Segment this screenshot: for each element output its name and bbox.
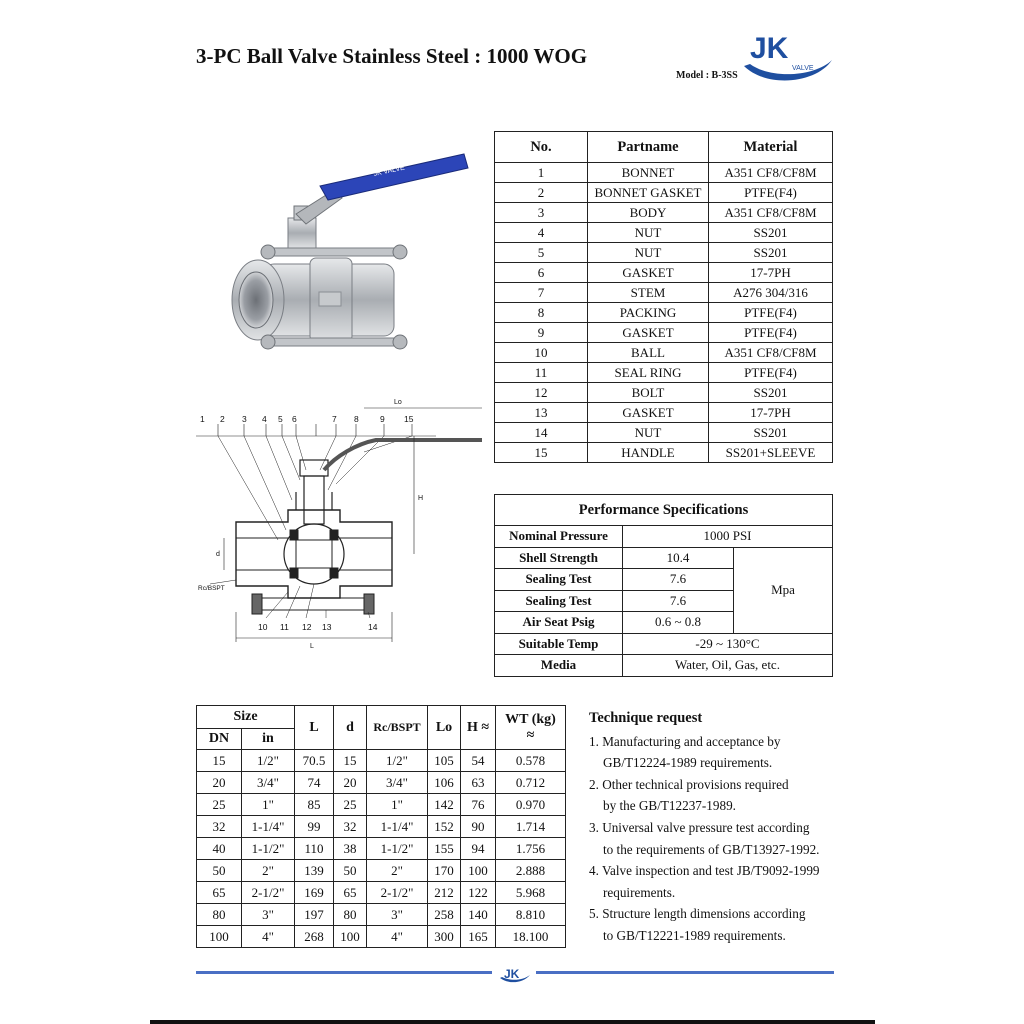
dim-d: 100 [334, 926, 367, 948]
size-table-body [197, 750, 566, 948]
callout-13: 13 [322, 622, 332, 632]
callout-12: 12 [302, 622, 312, 632]
part-material: PTFE(F4) [709, 303, 833, 323]
dim-h: 140 [461, 904, 496, 926]
dim-h: 54 [461, 750, 496, 772]
callout-14: 14 [368, 622, 378, 632]
ball-valve-photo [224, 142, 470, 372]
media-label: Media [495, 655, 623, 677]
part-no: 3 [495, 203, 588, 223]
technique-line: 1. Manufacturing and acceptance by [589, 733, 781, 749]
dim-lo: 142 [428, 794, 461, 816]
thread-rc-bspt: 1" [367, 794, 428, 816]
dim-lo: 212 [428, 882, 461, 904]
col-header-h: H ≈ [461, 706, 496, 750]
callout-8: 8 [354, 414, 359, 424]
size-in: 4" [242, 926, 295, 948]
dim-l-label: L [310, 643, 314, 650]
dim-l: 99 [295, 816, 334, 838]
part-name: GASKET [588, 403, 709, 423]
dim-lo-label: Lo [394, 399, 402, 406]
part-material: A276 304/316 [709, 283, 833, 303]
size-in: 1-1/4" [242, 816, 295, 838]
col-header-material: Material [709, 132, 833, 163]
part-name: BALL [588, 343, 709, 363]
col-header-no: No. [495, 132, 588, 163]
dim-l: 169 [295, 882, 334, 904]
page-title: 3-PC Ball Valve Stainless Steel : 1000 WOG [196, 44, 588, 68]
part-material: A351 CF8/CF8M [709, 163, 833, 183]
wt-approx: ≈ [526, 727, 535, 743]
technique-line: to GB/T12221-1989 requirements. [603, 927, 786, 943]
sealing-test-value: 7.6 [623, 569, 734, 591]
dim-h: 165 [461, 926, 496, 948]
bottom-divider [150, 1020, 875, 1024]
thread-rc-bspt: 3/4" [367, 772, 428, 794]
col-header-wt [496, 706, 566, 750]
size-dn: 25 [197, 794, 242, 816]
part-name: NUT [588, 243, 709, 263]
logo-text: JK [750, 32, 789, 65]
part-name: BODY [588, 203, 709, 223]
part-material: 17-7PH [709, 263, 833, 283]
callout-4: 4 [262, 414, 267, 424]
dim-d: 15 [334, 750, 367, 772]
weight-kg: 8.810 [496, 904, 566, 926]
performance-specs-table [494, 494, 833, 677]
size-dn: 65 [197, 882, 242, 904]
part-name: NUT [588, 223, 709, 243]
part-material: PTFE(F4) [709, 323, 833, 343]
parts-row [495, 403, 833, 423]
part-material: SS201 [709, 223, 833, 243]
technique-line: 3. Universal valve pressure test according [589, 819, 810, 835]
part-material: SS201 [709, 383, 833, 403]
part-no: 14 [495, 423, 588, 443]
callout-10: 10 [258, 622, 268, 632]
technique-line: 4. Valve inspection and test JB/T9092-1999 [589, 863, 820, 879]
size-in: 1/2" [242, 750, 295, 772]
footer-line-left [196, 971, 492, 974]
parts-row [495, 423, 833, 443]
air-seat-value: 0.6 ~ 0.8 [623, 612, 734, 634]
part-name: PACKING [588, 303, 709, 323]
performance-title: Performance Specifications [495, 495, 833, 526]
dim-lo: 258 [428, 904, 461, 926]
footer-line-right [536, 971, 834, 974]
part-no: 10 [495, 343, 588, 363]
part-name: HANDLE [588, 443, 709, 463]
parts-row [495, 223, 833, 243]
size-row [197, 860, 566, 882]
dim-d: 25 [334, 794, 367, 816]
shell-strength-label: Shell Strength [495, 547, 623, 569]
technique-list [589, 731, 859, 947]
part-no: 2 [495, 183, 588, 203]
dim-d: 50 [334, 860, 367, 882]
part-name: BOLT [588, 383, 709, 403]
technique-line: 5. Structure length dimensions according [589, 906, 806, 922]
part-no: 15 [495, 443, 588, 463]
technique-line: GB/T12224-1989 requirements. [603, 755, 773, 771]
size-in: 2" [242, 860, 295, 882]
parts-row [495, 303, 833, 323]
parts-row [495, 163, 833, 183]
dim-d: 65 [334, 882, 367, 904]
footer-rule [196, 962, 834, 984]
dim-d: 20 [334, 772, 367, 794]
size-row [197, 816, 566, 838]
part-name: BONNET [588, 163, 709, 183]
dim-lo: 152 [428, 816, 461, 838]
dim-lo: 170 [428, 860, 461, 882]
part-no: 8 [495, 303, 588, 323]
thread-rc-bspt: 2" [367, 860, 428, 882]
parts-row [495, 343, 833, 363]
part-no: 4 [495, 223, 588, 243]
size-row [197, 794, 566, 816]
weight-kg: 0.970 [496, 794, 566, 816]
parts-row [495, 283, 833, 303]
size-in: 2-1/2" [242, 882, 295, 904]
part-name: GASKET [588, 323, 709, 343]
parts-row [495, 263, 833, 283]
callout-9: 9 [380, 414, 385, 424]
dim-h: 100 [461, 860, 496, 882]
size-row [197, 926, 566, 948]
size-dimension-table [196, 705, 566, 948]
sealing-test-2-value: 7.6 [623, 590, 734, 612]
dim-lo: 300 [428, 926, 461, 948]
part-name: GASKET [588, 263, 709, 283]
part-no: 13 [495, 403, 588, 423]
dim-l: 268 [295, 926, 334, 948]
technique-title: Technique request [589, 710, 703, 726]
part-material: A351 CF8/CF8M [709, 343, 833, 363]
dim-lo: 105 [428, 750, 461, 772]
thread-rc-bspt: 1-1/4" [367, 816, 428, 838]
part-no: 7 [495, 283, 588, 303]
dim-l: 139 [295, 860, 334, 882]
technique-line: requirements. [603, 884, 676, 900]
wt-label: WT (kg) [505, 711, 556, 727]
callout-15: 15 [404, 414, 414, 424]
parts-row [495, 203, 833, 223]
size-row [197, 750, 566, 772]
suitable-temp-label: Suitable Temp [495, 633, 623, 655]
col-header-rc-bspt: Rc/BSPT [367, 706, 428, 750]
col-header-dn: DN [197, 729, 242, 750]
nominal-pressure-label: Nominal Pressure [495, 526, 623, 548]
valve-handle [296, 154, 468, 224]
dim-rc-label: Rc/BSPT [198, 585, 225, 592]
parts-row [495, 363, 833, 383]
size-row [197, 904, 566, 926]
dim-d: 80 [334, 904, 367, 926]
dim-lo: 106 [428, 772, 461, 794]
sealing-test-2-label: Sealing Test [495, 590, 623, 612]
dim-l: 110 [295, 838, 334, 860]
callout-1: 1 [200, 414, 205, 424]
parts-row [495, 383, 833, 403]
weight-kg: 1.756 [496, 838, 566, 860]
dim-h: 63 [461, 772, 496, 794]
technique-line: to the requirements of GB/T13927-1992. [603, 841, 820, 857]
parts-row [495, 183, 833, 203]
dim-h: 94 [461, 838, 496, 860]
technique-request [589, 708, 859, 947]
thread-rc-bspt: 3" [367, 904, 428, 926]
logo-subtext: VALVE [792, 65, 814, 72]
part-no: 11 [495, 363, 588, 383]
model-number: Model : B-3SS [676, 70, 738, 81]
col-header-l: L [295, 706, 334, 750]
size-row [197, 882, 566, 904]
dim-h-label: H [418, 495, 424, 502]
part-material: A351 CF8/CF8M [709, 203, 833, 223]
parts-row [495, 443, 833, 463]
col-header-d: d [334, 706, 367, 750]
dim-h: 90 [461, 816, 496, 838]
dim-l: 74 [295, 772, 334, 794]
valve-end-port [232, 260, 284, 340]
col-header-lo: Lo [428, 706, 461, 750]
thread-rc-bspt: 4" [367, 926, 428, 948]
callout-3: 3 [242, 414, 247, 424]
size-in: 1-1/2" [242, 838, 295, 860]
dim-h: 76 [461, 794, 496, 816]
dim-lo: 155 [428, 838, 461, 860]
part-material: PTFE(F4) [709, 363, 833, 383]
part-name: NUT [588, 423, 709, 443]
callout-5: 5 [278, 414, 283, 424]
shell-strength-value: 10.4 [623, 547, 734, 569]
callout-7: 7 [332, 414, 337, 424]
dim-d-label: d [216, 551, 220, 558]
size-row [197, 772, 566, 794]
dim-d: 38 [334, 838, 367, 860]
part-no: 5 [495, 243, 588, 263]
size-dn: 80 [197, 904, 242, 926]
size-dn: 50 [197, 860, 242, 882]
size-in: 3/4" [242, 772, 295, 794]
parts-table-body [495, 163, 833, 463]
dim-d: 32 [334, 816, 367, 838]
part-name: STEM [588, 283, 709, 303]
part-no: 12 [495, 383, 588, 403]
parts-row [495, 243, 833, 263]
valve-section-drawing [196, 380, 486, 652]
part-no: 6 [495, 263, 588, 283]
media-value: Water, Oil, Gas, etc. [623, 655, 833, 677]
size-in: 3" [242, 904, 295, 926]
callout-2: 2 [220, 414, 225, 424]
parts-row [495, 323, 833, 343]
part-material: SS201 [709, 243, 833, 263]
size-dn: 100 [197, 926, 242, 948]
thread-rc-bspt: 1/2" [367, 750, 428, 772]
size-dn: 32 [197, 816, 242, 838]
size-row [197, 838, 566, 860]
technique-line: by the GB/T12237-1989. [603, 798, 736, 814]
weight-kg: 2.888 [496, 860, 566, 882]
part-material: 17-7PH [709, 403, 833, 423]
part-no: 1 [495, 163, 588, 183]
weight-kg: 1.714 [496, 816, 566, 838]
part-name: SEAL RING [588, 363, 709, 383]
part-material: PTFE(F4) [709, 183, 833, 203]
suitable-temp-value: -29 ~ 130°C [623, 633, 833, 655]
handle-label: JK VALVE [372, 164, 406, 178]
weight-kg: 0.578 [496, 750, 566, 772]
dim-l: 197 [295, 904, 334, 926]
size-dn: 20 [197, 772, 242, 794]
sealing-test-label: Sealing Test [495, 569, 623, 591]
col-header-in: in [242, 729, 295, 750]
size-dn: 15 [197, 750, 242, 772]
part-name: BONNET GASKET [588, 183, 709, 203]
pressure-unit: Mpa [734, 547, 833, 633]
part-no: 9 [495, 323, 588, 343]
size-dn: 40 [197, 838, 242, 860]
callout-6: 6 [292, 414, 297, 424]
air-seat-label: Air Seat Psig [495, 612, 623, 634]
weight-kg: 0.712 [496, 772, 566, 794]
thread-rc-bspt: 2-1/2" [367, 882, 428, 904]
weight-kg: 5.968 [496, 882, 566, 904]
parts-material-table [494, 131, 833, 463]
size-in: 1" [242, 794, 295, 816]
jk-valve-logo [736, 26, 836, 86]
col-header-partname: Partname [588, 132, 709, 163]
part-material: SS201+SLEEVE [709, 443, 833, 463]
callout-11: 11 [280, 622, 289, 632]
dim-l: 85 [295, 794, 334, 816]
part-material: SS201 [709, 423, 833, 443]
footer-logo: JK [504, 967, 520, 981]
dim-l: 70.5 [295, 750, 334, 772]
dim-h: 122 [461, 882, 496, 904]
thread-rc-bspt: 1-1/2" [367, 838, 428, 860]
technique-line: 2. Other technical provisions required [589, 776, 789, 792]
col-header-size: Size [197, 706, 295, 729]
weight-kg: 18.100 [496, 926, 566, 948]
nominal-pressure-value: 1000 PSI [623, 526, 833, 548]
